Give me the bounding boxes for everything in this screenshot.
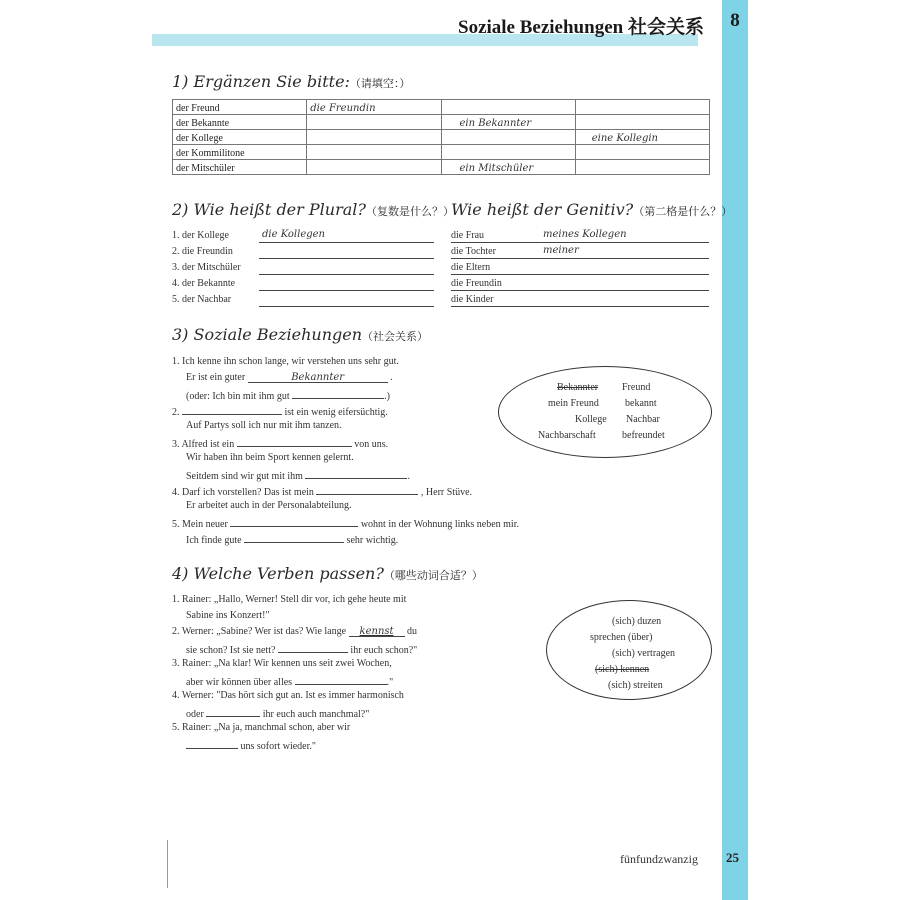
exercise-line: Er arbeitet auch in der Personalabteilung. (186, 500, 352, 511)
exercise-line: 2. ist ein wenig eifersüchtig. (172, 404, 388, 418)
plural-label: 3. der Mitschüler (172, 262, 241, 273)
table-cell-answer (441, 145, 575, 160)
plural-answer: die Kollegen (262, 229, 325, 240)
word-bank-item: mein Freund (548, 398, 599, 409)
genitive-label: die Kinder (451, 294, 494, 305)
answer-blank: kennst (349, 626, 405, 637)
exercise-line: sie schon? Ist sie nett? ihr euch schon?" (186, 642, 417, 656)
exercise-line: 5. Mein neuer wohnt in der Wohnung links neben mir. (172, 516, 519, 530)
chapter-title: Soziale Beziehungen 社会关系 (458, 17, 704, 38)
plural-label: 2. die Freundin (172, 246, 233, 257)
answer-line (451, 258, 709, 259)
table-cell: der Kommilitone (173, 145, 307, 160)
table-row (173, 130, 710, 145)
word-bank-item: (sich) streiten (608, 680, 663, 691)
page-number: 25 (726, 850, 739, 865)
answer-line (451, 290, 709, 291)
word-bank-item: (sich) vertragen (612, 648, 676, 659)
table-cell: der Mitschüler (173, 160, 307, 175)
answer-line (259, 242, 434, 243)
table-cell-answer (575, 115, 709, 130)
table-cell-answer (441, 130, 575, 145)
exercise-line: 1. Ich kenne ihn schon lange, wir verstehen uns sehr gut. (172, 356, 399, 367)
genitive-label: die Tochter (451, 246, 496, 257)
answer-line (259, 306, 434, 307)
genitive-label: die Frau (451, 230, 485, 241)
word-bank-item: sprechen (über) (590, 632, 653, 643)
exercise-line: 4. Werner: "Das hört sich gut an. Ist es immer harmonisch (172, 690, 404, 701)
binding-line (167, 840, 168, 888)
table-cell-answer (307, 115, 441, 130)
answer-line (451, 306, 709, 307)
word-bank-item: bekannt (625, 398, 657, 409)
plural-label: 4. der Bekannte (172, 278, 236, 289)
section-2-heading: 2) Wie heißt der Plural?（复数是什么？） (172, 200, 454, 219)
exercise-line: 3. Rainer: „Na klar! Wir kennen uns seit zwei Wochen, (172, 658, 392, 669)
word-bank-item: Bekannter (557, 382, 599, 393)
exercise-line: Auf Partys soll ich nur mit ihm tanzen. (186, 420, 342, 431)
table-cell-answer (307, 130, 441, 145)
answer-line (259, 258, 434, 259)
word-bank-item: Nachbarschaft (538, 430, 596, 441)
genitive-label: die Freundin (451, 278, 502, 289)
plural-label: 5. der Nachbar (172, 294, 232, 305)
exercise-line: oder ihr euch auch manchmal?" (186, 706, 369, 720)
exercise-line: 4. Darf ich vorstellen? Das ist mein , Herr Stüve. (172, 484, 472, 498)
table-cell-answer: ein Bekannter (441, 115, 575, 130)
answer-line (451, 274, 709, 275)
table-cell-answer: eine Kollegin (575, 130, 709, 145)
exercise-line: Ich finde gute sehr wichtig. (186, 532, 398, 546)
table-row (173, 160, 710, 175)
chapter-tab-bar (722, 0, 748, 900)
word-bank-item: befreundet (622, 430, 665, 441)
section-3-heading: 3) Soziale Beziehungen（社会关系） (172, 325, 429, 344)
table-cell-answer (307, 160, 441, 175)
answer-line (259, 274, 434, 275)
exercise-line: Er ist ein guter Bekannter . (186, 372, 393, 383)
section-2-genitive-heading: Wie heißt der Genitiv?（第二格是什么？） (451, 200, 733, 219)
footer-text: fünfundzwanzig (620, 852, 698, 866)
exercise-line: Seitdem sind wir gut mit ihm . (186, 468, 410, 482)
table-cell-answer (575, 145, 709, 160)
exercise-line: aber wir können über alles ." (186, 674, 393, 688)
exercise-line: Sabine ins Konzert!" (186, 610, 270, 621)
word-bank-item: Freund (622, 382, 651, 393)
section-1-heading: 1) Ergänzen Sie bitte:（请填空：） (172, 72, 411, 91)
table-cell: der Freund (173, 100, 307, 115)
table-cell-answer (575, 160, 709, 175)
table-cell: der Bekannte (173, 115, 307, 130)
exercise-line: Wir haben ihn beim Sport kennen gelernt. (186, 452, 354, 463)
table-cell-answer: die Freundin (307, 100, 441, 115)
genitive-answer: meiner (543, 245, 579, 256)
exercise-line: 3. Alfred ist ein von uns. (172, 436, 388, 450)
answer-line (259, 290, 434, 291)
exercise-1-table (172, 99, 710, 175)
section-4-heading: 4) Welche Verben passen?（哪些动词合适？） (172, 564, 483, 583)
table-cell-answer: ein Mitschüler (441, 160, 575, 175)
table-row (173, 115, 710, 130)
table-cell: der Kollege (173, 130, 307, 145)
table-cell-answer (441, 100, 575, 115)
exercise-line: 1. Rainer: „Hallo, Werner! Stell dir vor, ich gehe heute mit (172, 594, 407, 605)
word-bank-ellipse (498, 366, 712, 458)
table-row (173, 100, 710, 115)
answer-blank: Bekannter (248, 372, 388, 383)
answer-line (451, 242, 709, 243)
genitive-answer: meines Kollegen (543, 229, 627, 240)
exercise-line: 2. Werner: „Sabine? Wer ist das? Wie lange kennst du (172, 626, 418, 637)
word-bank-item: Nachbar (626, 414, 660, 425)
word-bank-item: (sich) kennen (595, 664, 650, 675)
table-cell-answer (575, 100, 709, 115)
genitive-label: die Eltern (451, 262, 491, 273)
word-bank-item: Kollege (575, 414, 607, 425)
exercise-line: (oder: Ich bin mit ihm gut .) (186, 388, 390, 402)
exercise-line: 5. Rainer: „Na ja, manchmal schon, aber wir (172, 722, 351, 733)
exercise-line: uns sofort wieder." (186, 738, 316, 752)
chapter-number: 8 (730, 10, 740, 31)
table-cell-answer (307, 145, 441, 160)
word-bank-item: (sich) duzen (612, 616, 662, 627)
table-row (173, 145, 710, 160)
plural-label: 1. der Kollege (172, 230, 229, 241)
